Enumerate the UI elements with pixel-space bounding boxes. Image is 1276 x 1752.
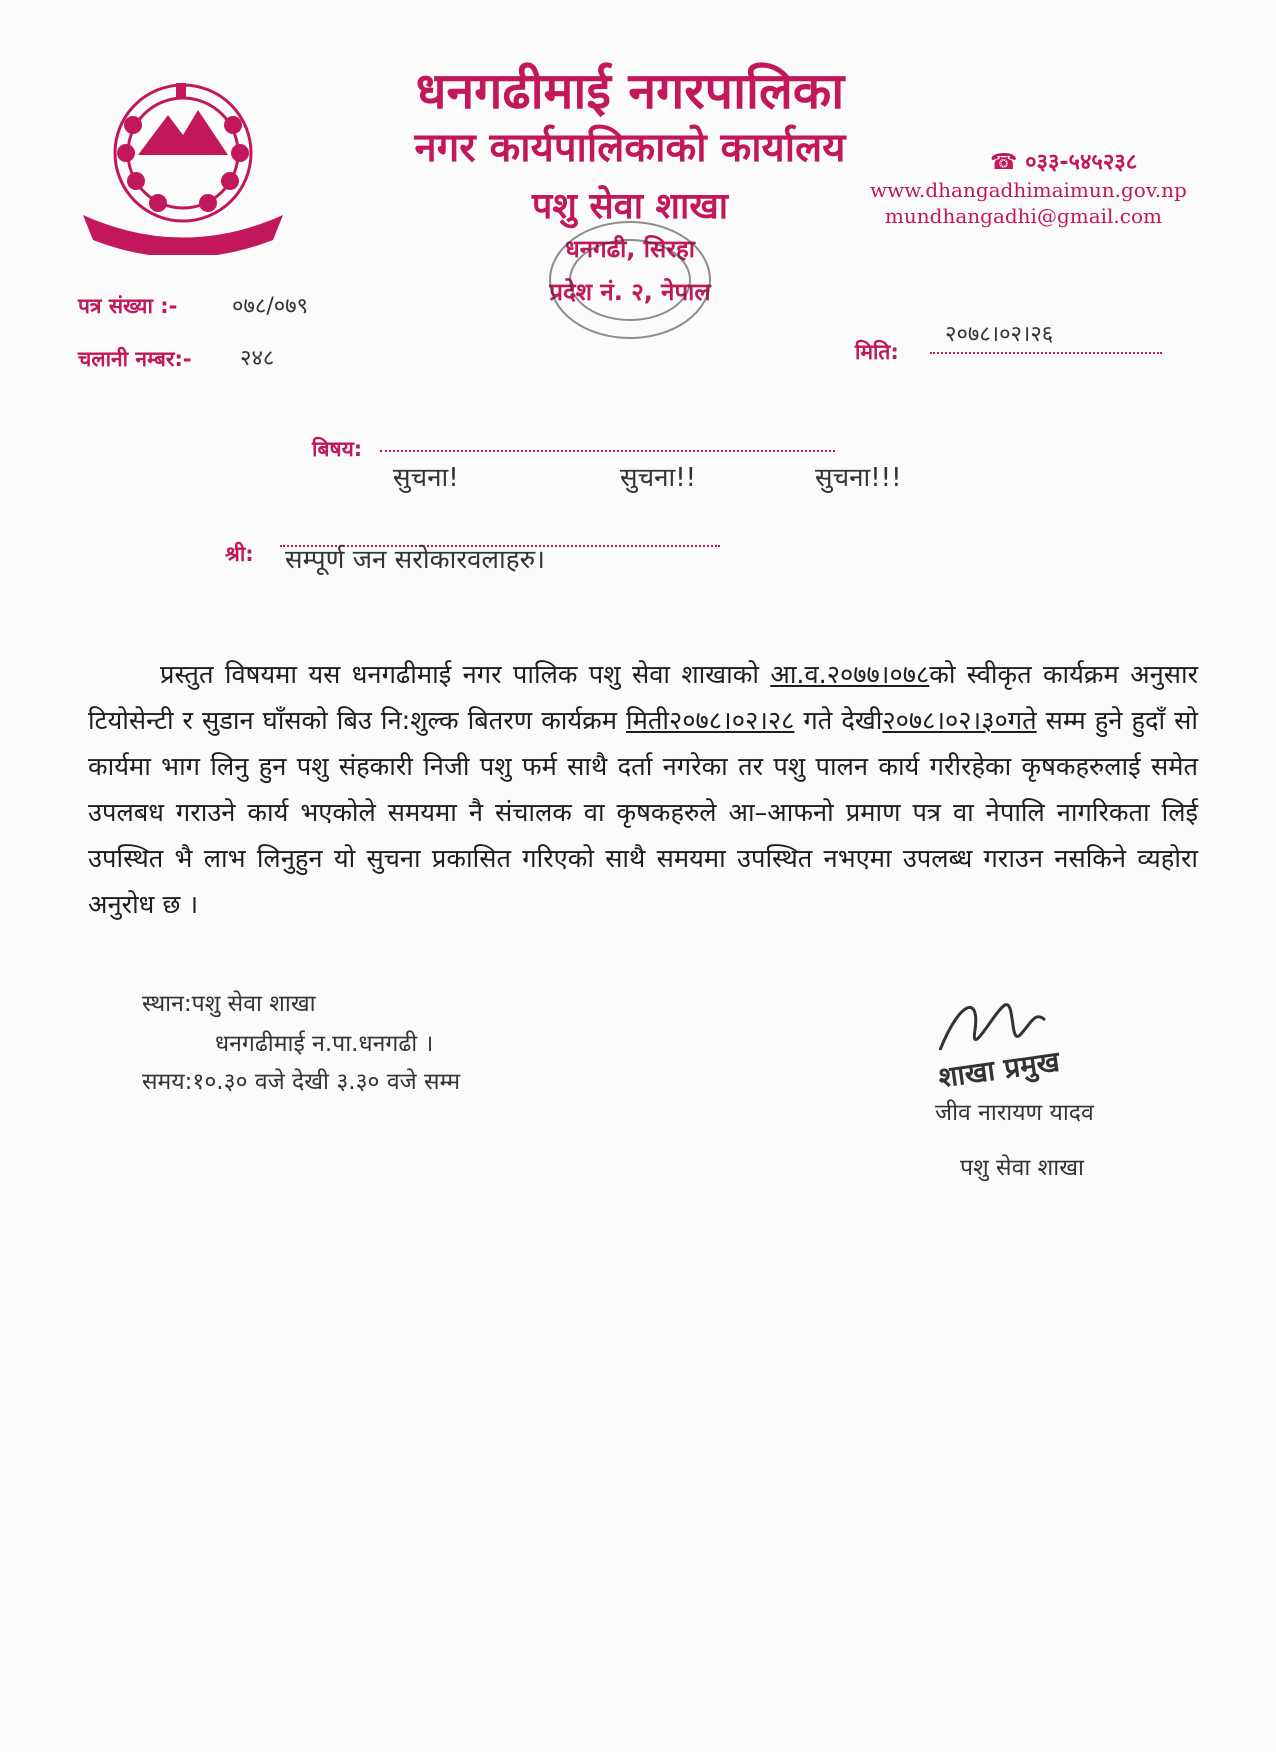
letter-no-label: पत्र संख्या :-	[78, 294, 178, 318]
notice-body	[88, 652, 1198, 928]
email-link[interactable]: mundhangadhi@gmail.com	[884, 204, 1162, 228]
office-name: नगर कार्यपालिकाको कार्यालय	[414, 125, 846, 171]
subject-dotted-line	[380, 450, 835, 452]
dispatch-no-value: २४८	[240, 346, 275, 371]
date-to: २०७८।०२।३०गते	[882, 706, 1037, 736]
date-label: मिति:	[855, 340, 899, 364]
letter-no-value: ०७८/०७९	[232, 294, 309, 319]
office-stamp-icon	[515, 210, 745, 370]
subject-item-3: सुचना!!!	[815, 463, 902, 493]
fiscal-year: आ.व.२०७७।०७८	[770, 660, 930, 690]
date-value: २०७८।०२।२६	[945, 322, 1054, 347]
body-text-4: सम्म हुने हुदाँ सो कार्यमा भाग लिनु हुन पशु संहकारी निजी पशु फर्म साथै दर्ता नगरेका तर पशु पालन कार्य गरीरहेका कृषकहरुलाई समेत उपलबध गराउने कार्य भएकोले समयमा नै संचालक वा कृषकहरुले आ–आफनो प्रमाण पत्र वा नेपालि नागरिकता लिई उपस्थित भै लाभ लिनुहुन यो सुचना प्रकासित गरिएको साथै समयमा उपस्थित नभएमा उपलब्ध गराउन नसकिने व्यहोरा अनुरोध छ ।	[88, 706, 1198, 920]
signature-stamp-text: शाखा प्रमुख	[936, 1044, 1062, 1095]
province-name: प्रदेश नं. २, नेपाल	[549, 278, 711, 306]
district-name: धनगढी, सिरहा	[564, 235, 695, 263]
subject-item-1: सुचना!	[393, 463, 459, 493]
phone-number: ☎ ०३३-५४५२३८	[990, 150, 1138, 175]
date-dotted-line	[930, 352, 1162, 354]
subject-label: बिषय:	[312, 437, 363, 461]
website-link[interactable]: www.dhangadhimaimun.gov.np	[870, 178, 1187, 202]
recipient-value: सम्पूर्ण जन सरोकारवलाहरु।	[285, 545, 545, 575]
body-text-3: गते देखी	[803, 706, 883, 736]
nepal-emblem-icon	[78, 75, 288, 255]
body-text-2: को स्वीकृत कार्यक्रम अनुसार टियोसेन्टी र सुडान घाँसको बिउ नि:शुल्क बितरण कार्यक्रम	[88, 660, 1199, 736]
signatory-name: जीव नारायण यादव	[935, 1100, 1094, 1126]
branch-name: पशु सेवा शाखा	[531, 186, 729, 227]
place-line-2: धनगढीमाई न.पा.धनगढी ।	[215, 1031, 434, 1057]
municipality-name: धनगढीमाई नगरपालिका	[415, 62, 845, 120]
body-text-1: प्रस्तुत विषयमा यस धनगढीमाई नगर पालिक पशु सेवा शाखाको	[160, 660, 759, 690]
time-line: समय:१०.३० वजे देखी ३.३० वजे सम्म	[142, 1069, 461, 1095]
date-from: मिती२०७८।०२।२८	[626, 706, 795, 736]
recipient-label: श्री:	[225, 542, 254, 566]
place-line-1: स्थान:पशु सेवा शाखा	[142, 991, 316, 1017]
dispatch-no-label: चलानी नम्बर:-	[78, 347, 192, 371]
subject-item-2: सुचना!!	[620, 463, 697, 493]
signatory-branch: पशु सेवा शाखा	[960, 1155, 1084, 1181]
